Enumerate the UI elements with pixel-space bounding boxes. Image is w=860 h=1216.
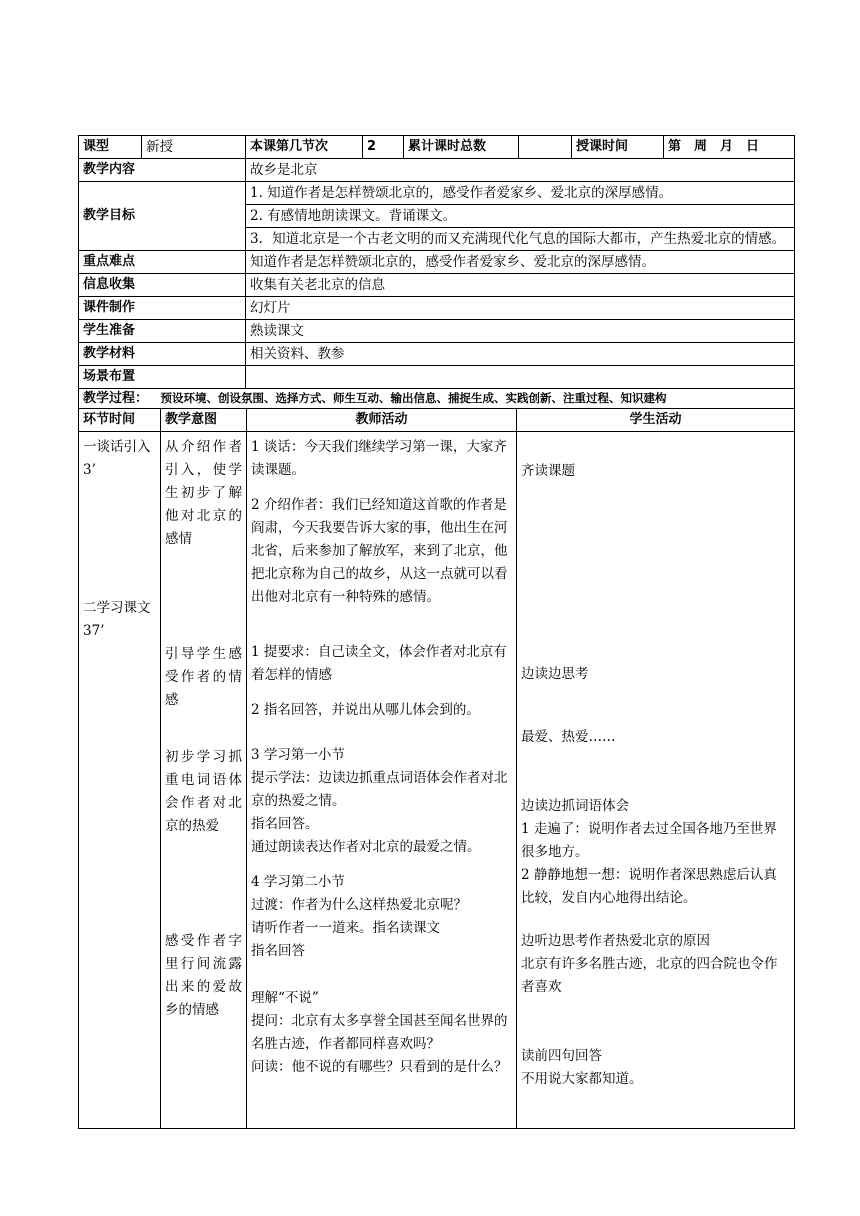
- teacher-cell: [247, 432, 517, 1129]
- student-activity: 边读边抓词语体会: [521, 798, 629, 814]
- teacher-activity: 2 指名回答，并说出从哪儿体会到的。: [251, 702, 480, 718]
- total-label: 累计课时总数: [404, 136, 519, 159]
- scene-row: [79, 366, 795, 389]
- time-cell: [79, 432, 161, 1129]
- process-row: [79, 389, 795, 409]
- goal-item: 2. 有感情地朗读课文。背诵课文。: [246, 205, 795, 228]
- student-activity: 北京有许多名胜古迹，北京的四合院也令作者喜欢: [521, 956, 778, 995]
- teacher-activity: 理解“不说”: [251, 990, 319, 1006]
- total-value: [519, 136, 572, 159]
- key-label: 重点难点: [79, 251, 246, 274]
- ware-label: 课件制作: [79, 297, 246, 320]
- goal-item: 3．知道北京是一个古老文明的而又充满现代化气息的国际大都市，产生热爱北京的情感。: [246, 228, 795, 251]
- lesson-plan: [78, 135, 794, 1129]
- student-activity: 1 走遍了：说明作者去过全国各地乃至世界很多地方。: [521, 821, 777, 860]
- process-label: 教学过程：: [83, 391, 149, 406]
- column-header-row: [79, 409, 795, 432]
- time-label: 授课时间: [572, 136, 664, 159]
- student-prep-row: [79, 320, 795, 343]
- student-activity: 不用说大家都知道。: [521, 1071, 643, 1087]
- student-activity: 2 静静地想一想：说明作者深思熟虑后认真比较，发自内心地得出结论。: [521, 867, 777, 906]
- info-row: [79, 274, 795, 297]
- goals-row-1: [79, 182, 795, 205]
- lesson-no-value: 2: [363, 136, 404, 159]
- material-value: 相关资料、教参: [246, 343, 795, 366]
- time-value: 第 周 月 日: [664, 136, 795, 159]
- section2-time-minutes: 37’: [83, 623, 105, 639]
- section1-time-minutes: 3’: [83, 462, 96, 478]
- teacher-activity: 1 谈话：今天我们继续学习第一课，大家齐读课题。: [251, 439, 507, 478]
- teacher-activity: 1 提要求：自己读全文，体会作者对北京有着怎样的情感: [251, 644, 507, 683]
- intent-cell: [161, 432, 247, 1129]
- student-activity: 读前四句回答: [521, 1048, 602, 1064]
- student-activity: 齐读课题: [521, 463, 575, 479]
- material-label: 教学材料: [79, 343, 246, 366]
- student-activity: 边听边思考作者热爱北京的原因: [521, 933, 710, 949]
- teacher-activity: 2 介绍作者：我们已经知道这首歌的作者是阎肃，今天我要告诉大家的事，他出生在河北省，后来参加了解放军，来到了北京，他把北京称为自己的故乡，从这一点就可以看出他对北京有一种特殊的感情。: [251, 497, 508, 605]
- section2-intent-3: 感受作者字里行间流露出来的爱故乡的情感: [165, 933, 242, 1018]
- teacher-activity: 3 学习第一小节: [251, 747, 345, 763]
- student-prep-label: 学生准备: [79, 320, 246, 343]
- scene-label: 场景布置: [79, 366, 246, 389]
- section2-intent-1: 引导学生感受作者的情感: [165, 646, 242, 708]
- process-body-row: [79, 432, 795, 1129]
- ware-value: 幻灯片: [246, 297, 795, 320]
- key-value: 知道作者是怎样赞颂北京的，感受作者爱家乡、爱北京的深厚感情。: [246, 251, 795, 274]
- teacher-activity: 过渡：作者为什么这样热爱北京呢？: [251, 897, 467, 913]
- scene-value: [246, 366, 795, 389]
- teacher-activity: 指名回答: [251, 943, 305, 959]
- content-label: 教学内容: [79, 159, 246, 182]
- section1-time-name: 一谈话引入: [83, 439, 151, 455]
- info-label: 信息收集: [79, 274, 246, 297]
- student-prep-value: 熟读课文: [246, 320, 795, 343]
- type-value: 新授: [142, 136, 246, 159]
- type-label: 课型: [79, 136, 142, 159]
- lesson-no-label: 本课第几节次: [246, 136, 363, 159]
- ware-row: [79, 297, 795, 320]
- teacher-activity: 请听作者一一道来。指名读课文: [251, 920, 440, 936]
- col-teacher: 教师活动: [247, 409, 517, 432]
- teacher-activity: 指名回答。: [251, 816, 319, 832]
- col-intent: 教学意图: [161, 409, 247, 432]
- activity-table: [78, 408, 795, 1129]
- info-value: 收集有关老北京的信息: [246, 274, 795, 297]
- goal-item: 1. 知道作者是怎样赞颂北京的，感受作者爱家乡、爱北京的深厚感情。: [246, 182, 795, 205]
- teacher-activity: 问读：他不说的有哪些？只看到的是什么？: [251, 1059, 508, 1075]
- teacher-activity: 通过朗读表达作者对北京的最爱之情。: [251, 839, 481, 855]
- col-time: 环节时间: [79, 409, 161, 432]
- header-row: [79, 136, 795, 159]
- content-value: 故乡是北京: [246, 159, 795, 182]
- content-row: [79, 159, 795, 182]
- col-student: 学生活动: [517, 409, 795, 432]
- teacher-activity: 提问：北京有太多享誉全国甚至闻名世界的名胜古迹，作者都同样喜欢吗？: [251, 1013, 508, 1052]
- student-activity: 边读边思考: [521, 666, 589, 682]
- goals-label: 教学目标: [79, 182, 246, 251]
- teacher-activity: 4 学习第二小节: [251, 874, 345, 890]
- student-activity: 最爱、热爱……: [521, 729, 616, 745]
- material-row: [79, 343, 795, 366]
- process-text: 预设环境、创设氛围、选择方式、师生互动、输出信息、捕捉生成、实践创新、注重过程、知识建构: [160, 391, 667, 405]
- student-cell: [517, 432, 795, 1129]
- key-row: [79, 251, 795, 274]
- lesson-plan-table: [78, 135, 795, 409]
- section2-time-name: 二学习课文: [83, 600, 151, 616]
- section2-intent-2: 初步学习抓重电词语体会作者对北京的热爱: [165, 749, 242, 834]
- section1-intent: 从介绍作者引入，使学生初步了解他对北京的感情: [165, 439, 242, 547]
- teacher-activity: 提示学法：边读边抓重点词语体会作者对北京的热爱之情。: [251, 770, 508, 809]
